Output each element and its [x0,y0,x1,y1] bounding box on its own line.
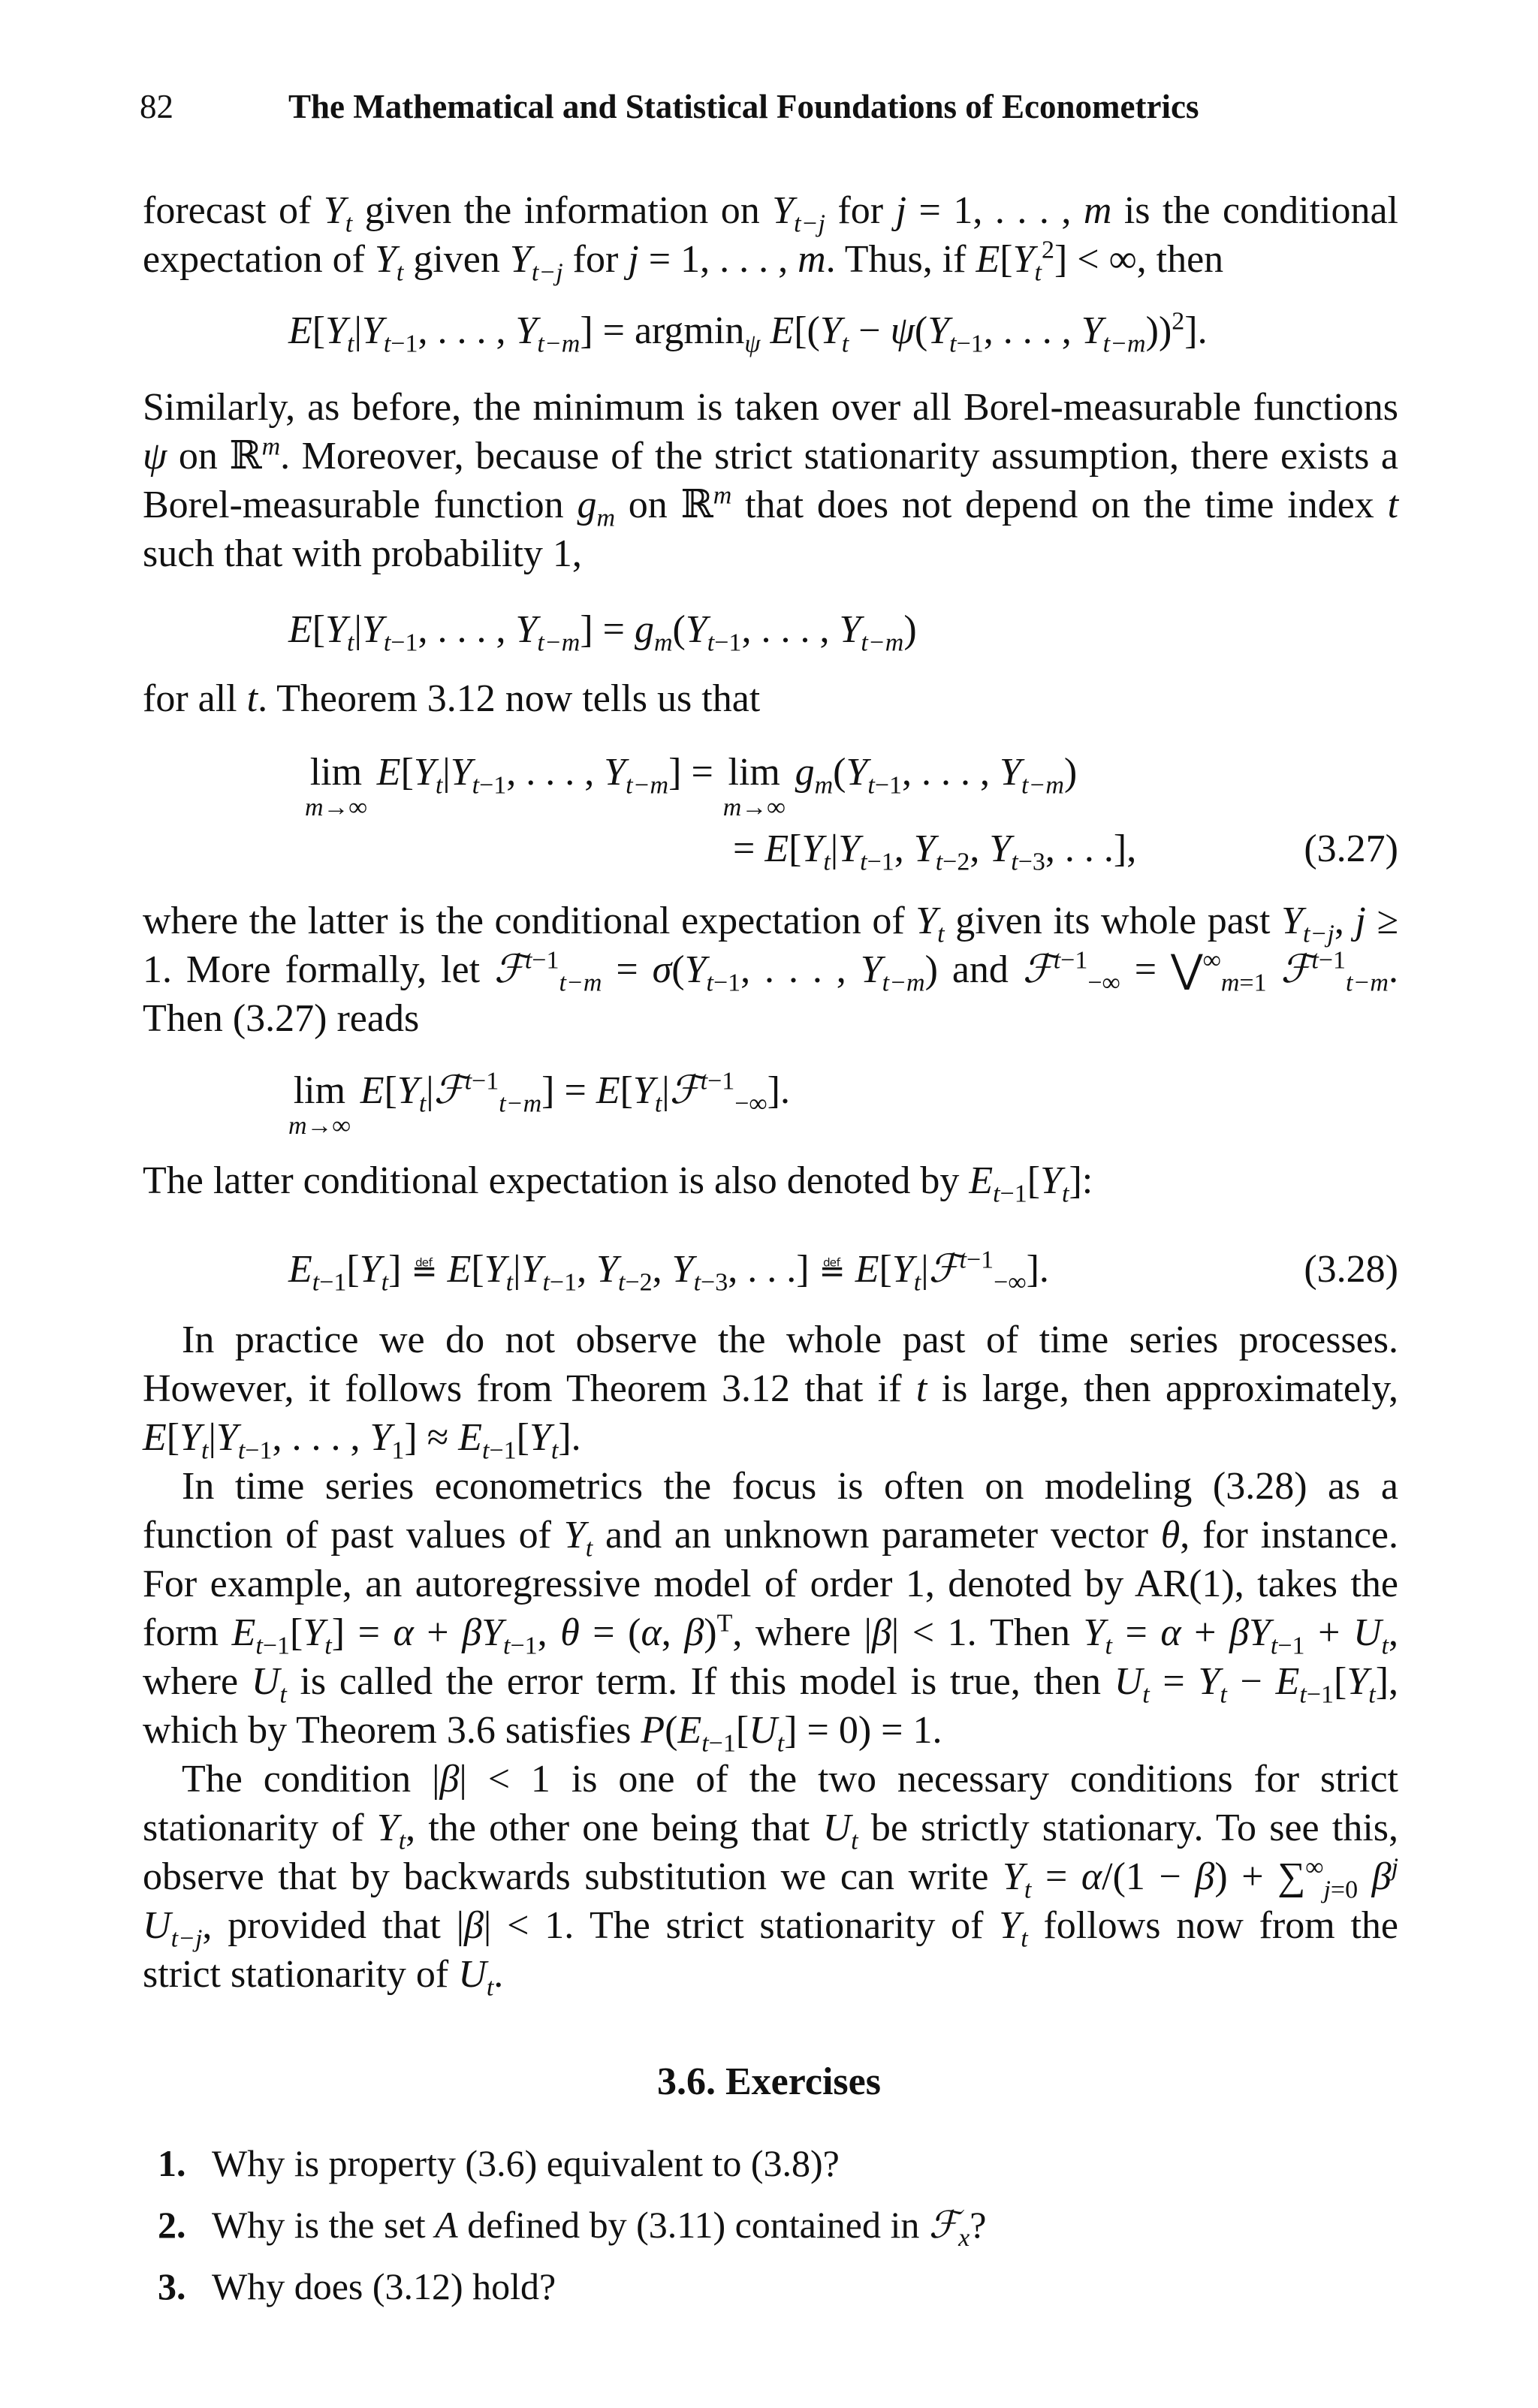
exercise-text-mid: defined by (3.11) contained in [457,2204,929,2246]
page-number: 82 [140,88,173,125]
equation-3-28: $E_{t-1}[Y_t]$ ≝ $E[Y_t|Y_{t-1}$, $Y_{t-2}$, $Y_{t-3}$, . . .] ≝ $E[Y_t|ℱ^{t-1}_{-\infty}]$. [288,1246,1049,1297]
paragraph-denoted: The latter conditional expectation is also denoted by $E_{t-1}[Y_t]$: [143,1159,1093,1208]
exercise-text-after: ? [970,2204,987,2246]
exercise-item: 2. Why is the set A defined by (3.11) contained in ℱ$_x$? [158,2203,987,2252]
paragraph-practice: In practice we do not observe the whole past of time series processes. However, it follows from Theorem 3.12 that if t is large, then approximately, $E[Y_t|Y_{t-1}$, . . . , $Y_1] \approx E_{t-1}[Y_t]$. In time series econometrics the focus is often on modeling (3.28) as a function of past values of $Y_t$ and an unknown parameter vector θ, for instance. For example, an autoregressive model of order 1, denoted by AR(1), takes the form $E_{t-1}[Y_t] = \alpha + \beta Y_{t-1}$, θ = (α, β)$^T$, where |β| < 1. Then $Y_t = \alpha + \beta Y_{t-1} + U_t$, where $U_t$ is called the error term. If this model is true, then $U_t = Y_t - E_{t-1}[Y_t]$, which by Theorem 3.6 satisfies $P(E_{t-1}[U_t] = 0) = 1$. The condition |β| < 1 is one of the two necessary conditions for strict stationarity of $Y_t$, the other one being that $U_t$ be strictly stationary. To see this, observe that by backwards substitution we can write $Y_t = \alpha/(1 - \beta) + \sum^\infty_{j=0}$ $\beta^j$ $U_{t-j}$, provided that |β| < 1. The strict stationarity of $Y_t$ follows now from the strict stationarity of $U_t$. [143,1319,1399,2002]
exercise-text: Why is property (3.6) equivalent to (3.8)? [212,2142,840,2184]
paragraph-latter: where the latter is the conditional expectation of $Y_t$ given its whole past $Y_{t-j}$, j ≥ 1. More formally, let ℱ$^{t-1}_{t-m}$ = $\sigma(Y_{t-1}$, . . . , $Y_{t-m}$) and ℱ$^{t-1}_{-\infty}$ = $⋁^\infty_{m=1}$ ℱ$^{t-1}_{t-m}$. Then (3.27) reads [143,900,1399,1040]
equation-3-27-line1: lim m→∞ $E[Y_t|Y_{t-1}$, . . . , $Y_{t-m}$] = lim m→∞ $g_m(Y_{t-1}$, . . . , $Y_{t-m}$) [305,751,1078,821]
running-title: The Mathematical and Statistical Foundations of Econometrics [288,88,1199,125]
exercise-item [158,2140,840,2186]
exercise-number: 2. [158,2204,186,2246]
exercise-number: 3. [158,2265,186,2307]
section-heading: 3.6. Exercises [657,2060,881,2103]
exercise-item [158,2263,556,2310]
paragraph-theorem: for all t. Theorem 3.12 now tells us that [143,677,761,720]
equation-gm: $E[Y_t|Y_{t-1}$, . . . , $Y_{t-m}] = g_m(Y_{t-1}$, . . . , $Y_{t-m}$) [288,608,917,657]
equation-argmin: $E[Y_t|Y_{t-1}$, . . . , $Y_{t-m}] = argmin_\psi$ $E[(Y_t - \psi(Y_{t-1}$, . . . , $Y_{t-m}))^2$]. [288,307,1208,358]
equation-number-3-28: (3.28) [1304,1248,1398,1291]
exercise-text: Why does (3.12) hold? [212,2265,556,2307]
exercise-variable: A [435,2204,458,2246]
equation-3-27-line2: = $E[Y_t|Y_{t-1}$, $Y_{t-2}$, $Y_{t-3}$, . . .], [733,827,1137,876]
paragraph-borel: Similarly, as before, the minimum is taken over all Borel-measurable functions ψ on ℝ$^m$. Moreover, because of the strict stationarity assumption, there exists a Borel-measurable function $g_m$ on ℝ$^m$ that does not depend on the time index t such that with probability 1, [143,386,1399,575]
exercise-text-before: Why is the set [212,2204,436,2246]
equation-number-3-27: (3.27) [1304,827,1398,870]
paragraph-forecast: forecast of $Y_t$ given the information on $Y_{t-j}$ for j = 1, . . . , m is the conditional expectation of $Y_t$ given $Y_{t-j}$ for j = 1, . . . , m. Thus, if $E[Y_t^2]$ < ∞, then [143,189,1398,287]
equation-limit-sigma: lim m→∞ $E[Y_t|ℱ^{t-1}_{t-m}]$ = $E[Y_t|ℱ^{t-1}_{-\infty}]$. [288,1067,790,1140]
exercise-number: 1. [158,2142,186,2184]
